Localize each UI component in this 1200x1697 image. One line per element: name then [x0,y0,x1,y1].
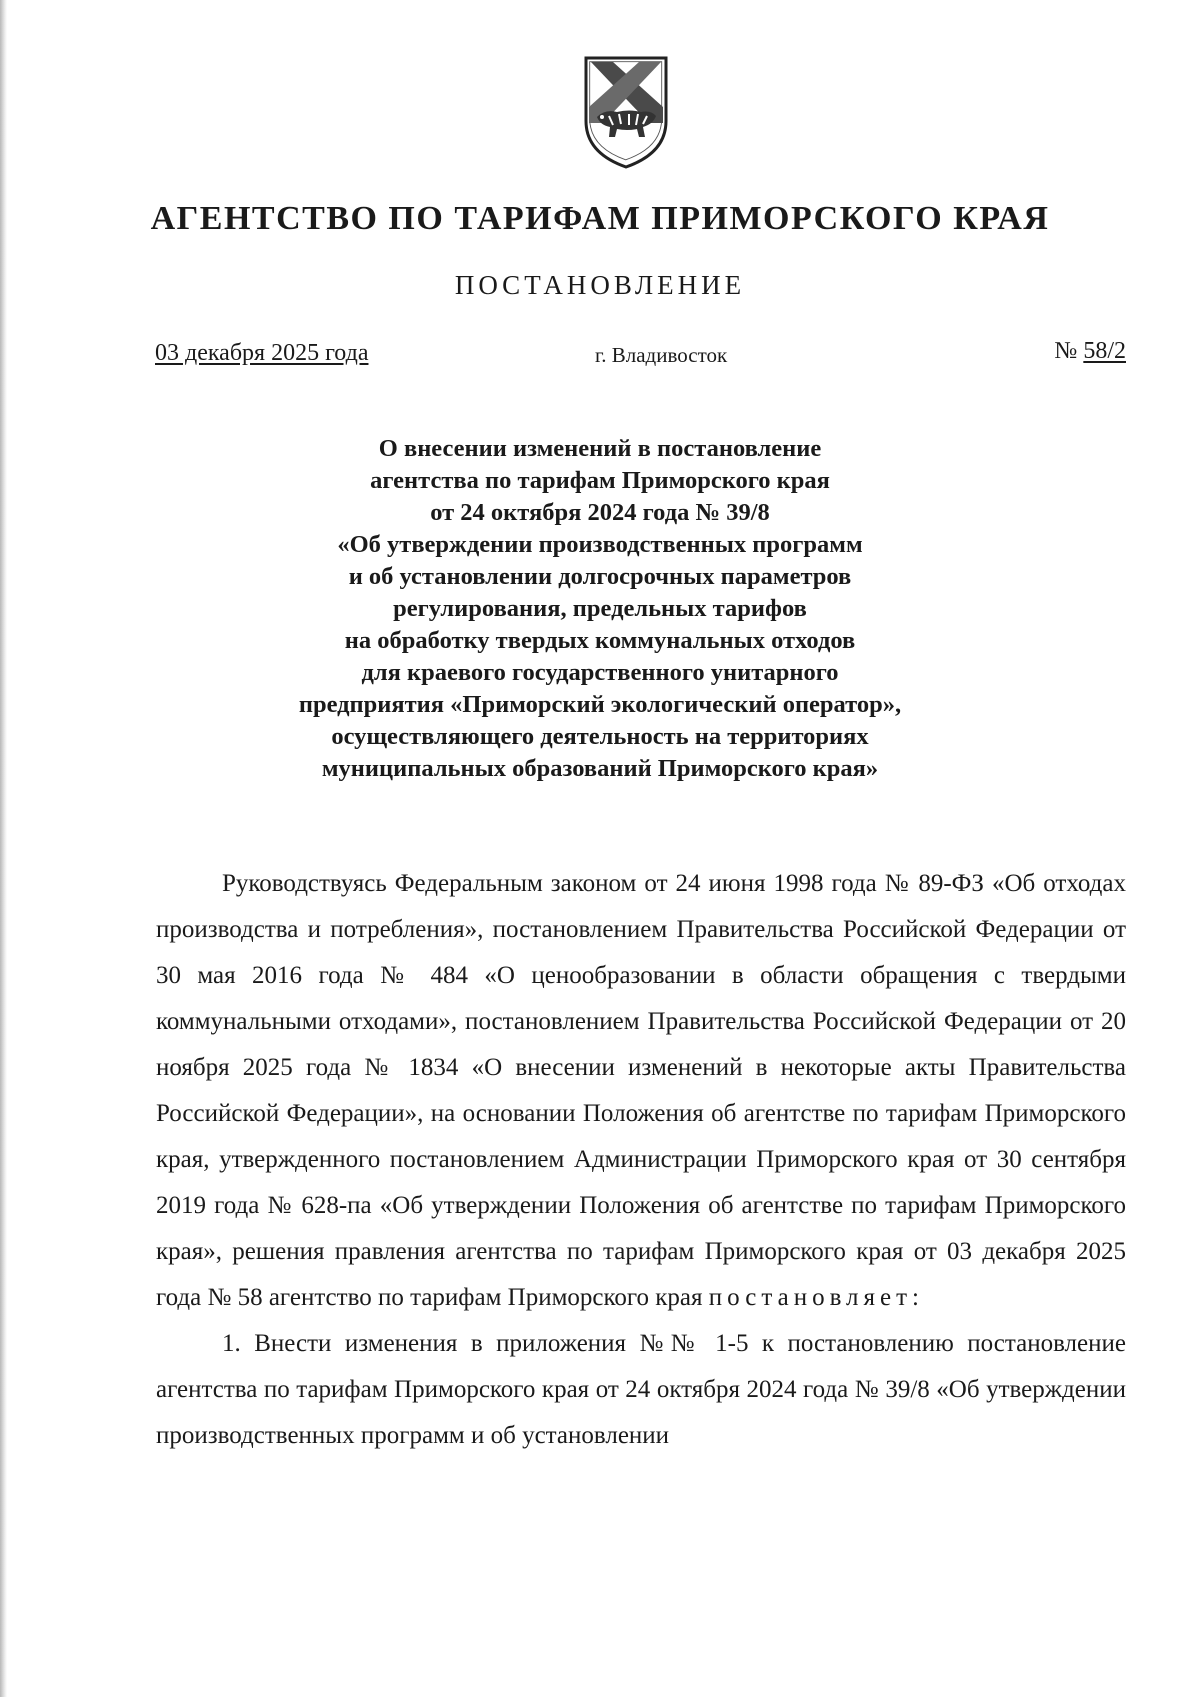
subject-line: осуществляющего деятельность на территориях [331,723,869,750]
preamble-text: Руководствуясь Федеральным законом от 24 июня 1998 года № 89-ФЗ «Об отходах производства и потребления», постановлением Правительства Российской Федерации от 30 мая 2016 года № 484 «О ценообразовании в области обращения с твердыми коммунальными отходами», постановлением Правительства Российской Федерации от 20 ноября 2025 года № 1834 «О внесении изменений в некоторые акты Правительства Российской Федерации», на основании Положения об агентстве по тарифам Приморского края, утвержденного постановлением Администрации Приморского края от 30 сентября 2019 года № 628-па «Об утверждении Положения об агентстве по тарифам Приморского края», решения правления агентства по тарифам Приморского края от 03 декабря 2025 года № 58 агентство по тарифам Приморского края [156,870,1126,1311]
subject-line: муниципальных образований Приморского края» [321,755,879,782]
resolves-word: постановляет: [708,1284,924,1311]
subject-line: от 24 октября 2024 года № 39/8 [430,499,770,526]
subject-line: агентства по тарифам Приморского края [370,467,830,494]
document-body [156,861,1126,1459]
subject-line: О внесении изменений в постановление [378,435,822,462]
organization-title: АГЕНТСТВО ПО ТАРИФАМ ПРИМОРСКОГО КРАЯ [150,200,1050,237]
preamble-paragraph [156,861,1126,1321]
document-number [1054,338,1126,365]
subject-line: и об установлении долгосрочных параметров [348,563,852,590]
document-subject [250,433,950,785]
document-date: 03 декабря 2025 года [155,340,369,366]
scan-page-edge [0,0,7,1697]
subject-line: на обработку твердых коммунальных отходов [344,627,856,654]
subject-line: регулирования, предельных тарифов [393,595,807,622]
subject-line: предприятия «Приморский экологический оператор», [298,691,902,718]
document-number-prefix: № [1054,338,1078,364]
document-type-heading: ПОСТАНОВЛЕНИЕ [454,270,746,300]
document-number-value: 58/2 [1083,338,1126,364]
primorsky-krai-coat-of-arms-icon [583,55,669,170]
document-city: г. Владивосток [595,343,728,367]
subject-line: для краевого государственного унитарного [361,659,839,686]
subject-line: «Об утверждении производственных программ [337,531,863,558]
item-1-paragraph: 1. Внести изменения в приложения №№ 1-5 к постановлению постановление агентства по тарифам Приморского края от 24 октября 2024 года № 39/8 «Об утверждении производственных программ и об установлении [156,1330,1126,1449]
